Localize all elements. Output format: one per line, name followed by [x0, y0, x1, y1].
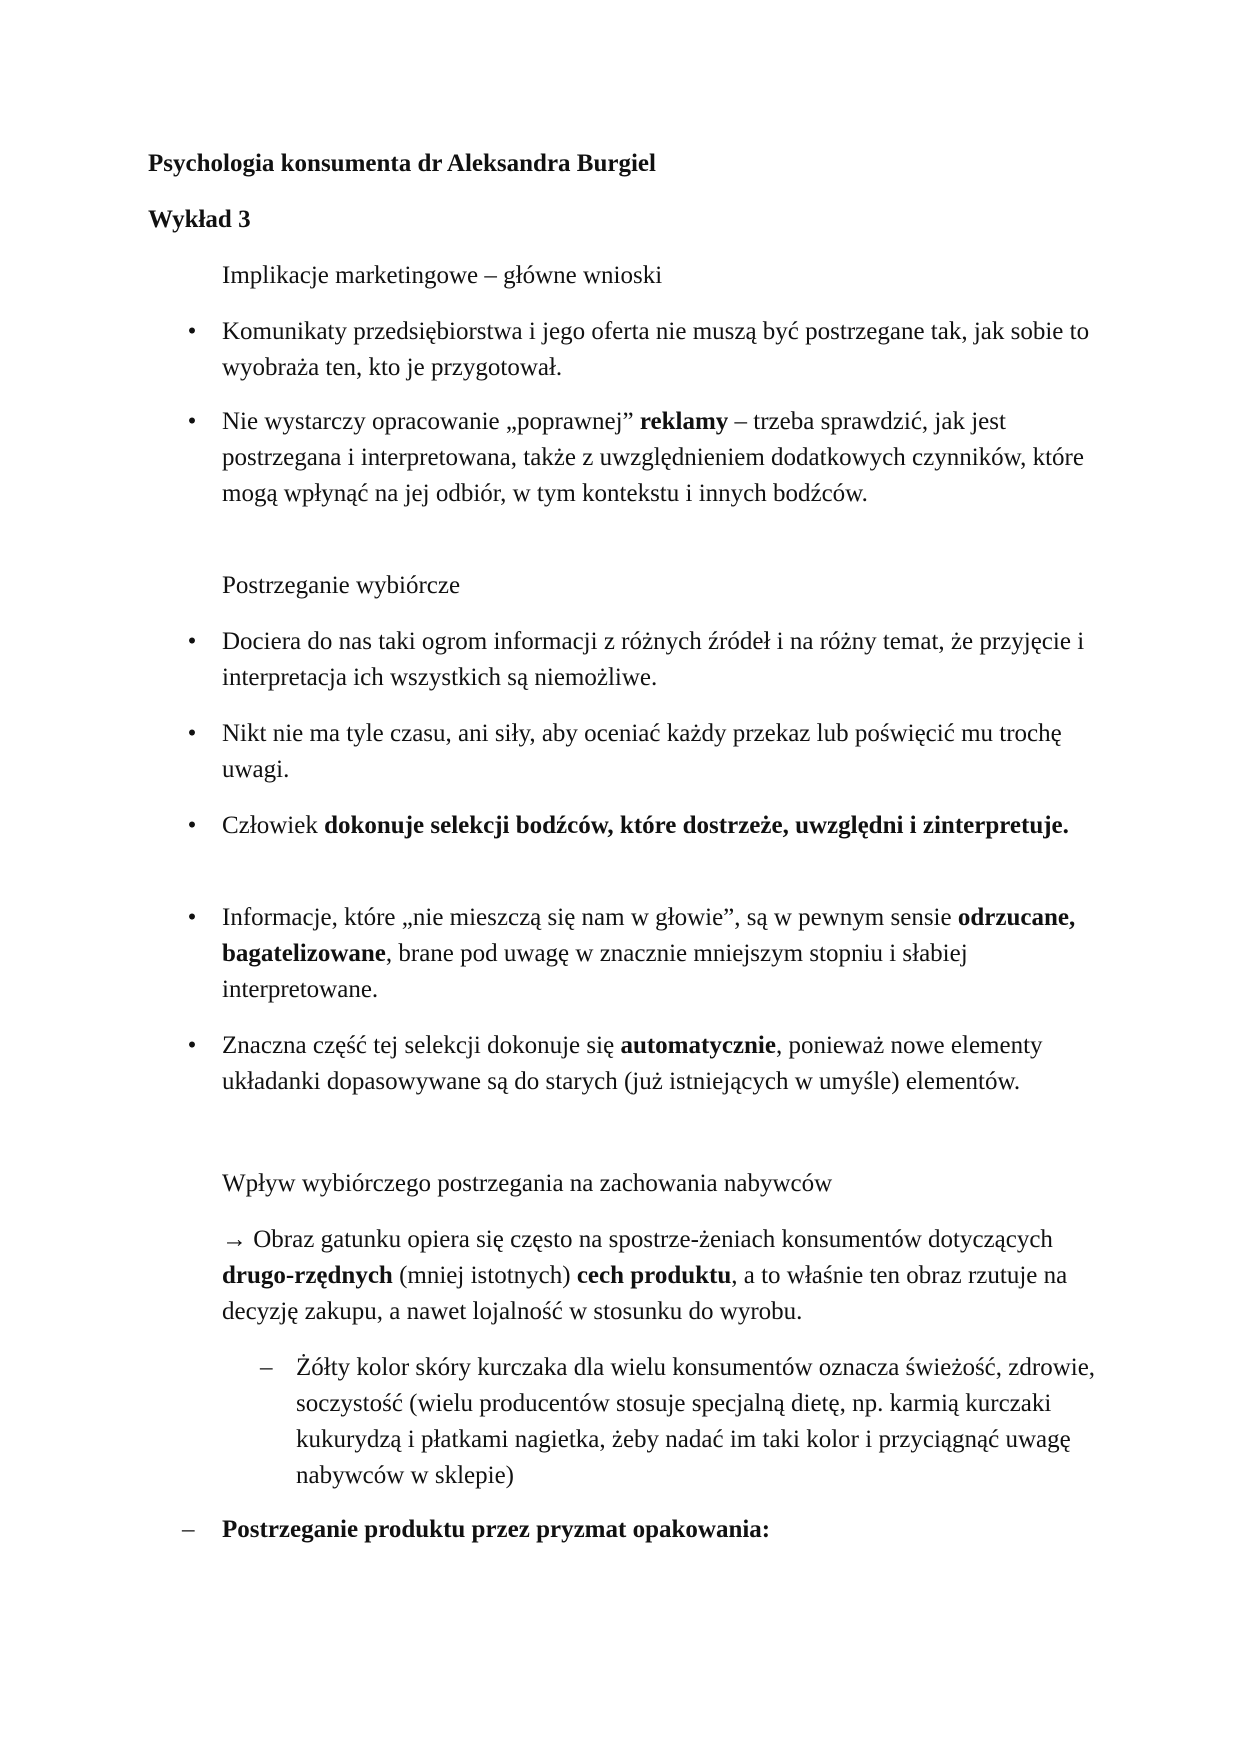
bullet-marker: •: [187, 318, 197, 345]
bullet-marker: •: [187, 720, 197, 747]
list-item-text: Znaczna część tej selekcji dokonuje się: [222, 1032, 621, 1059]
emphasis-text: reklamy: [639, 408, 729, 435]
packaging-heading: [182, 1512, 771, 1548]
bullet-marker: •: [187, 812, 197, 839]
dash-marker: –: [260, 1354, 273, 1381]
list-item-text: Nikt nie ma tyle czasu, ani siły, aby oceniać każdy przekaz lub poświęcić mu trochę uwagi.: [222, 720, 1062, 783]
bullet-marker: •: [187, 628, 197, 655]
list-item: [187, 900, 1092, 1008]
list-item: [187, 1028, 1092, 1100]
emphasis-text: dokonuje selekcji bodźców, które dostrzeże, uwzględni i zinterpretuje.: [324, 812, 1069, 839]
section-heading-selective-perception: Postrzeganie wybiórcze: [222, 572, 461, 599]
lecture-label: Wykład 3: [148, 206, 251, 233]
emphasis-text: automatycznie: [620, 1032, 776, 1059]
list-item: [187, 808, 1092, 844]
bullet-marker: •: [187, 1032, 197, 1059]
list-item-text: – trzeba sprawdzić, jak jest postrzegana i interpretowana, także z uwzględnieniem dodatkowych czynników, które mogą wpłynąć na jej odbiór, w tym kontekstu i innych bodźców.: [222, 408, 1084, 507]
arrow-right-icon: →: [222, 1226, 247, 1253]
emphasis-text: drugo-rzędnych: [222, 1262, 393, 1289]
dash-list-item: [260, 1350, 1096, 1494]
list-item-text: , ponieważ nowe elementy układanki dopasowywane są do starych (już istniejących w umyśle) elementów.: [222, 1032, 1043, 1095]
list-item: [187, 716, 1092, 788]
emphasis-text: cech produktu: [576, 1262, 732, 1289]
bullet-marker: •: [187, 904, 197, 931]
list-item-text: , brane pod uwagę w znacznie mniejszym stopniu i słabiej interpretowane.: [222, 940, 968, 1003]
emphasis-text: odrzucane, bagatelizowane: [222, 904, 1076, 967]
packaging-heading-text: Postrzeganie produktu przez pryzmat opakowania:: [222, 1516, 771, 1543]
document-title: Psychologia konsumenta dr Aleksandra Burgiel: [148, 150, 656, 177]
dash-marker: –: [182, 1516, 195, 1543]
list-item: [187, 624, 1092, 696]
arrow-paragraph: → Obraz gatunku opiera się często na spostrze-żeniach konsumentów dotyczących drugo-rzędnych (mniej istotnych) cech produktu, a to właśnie ten obraz rzutuje na decyzję zakupu, a nawet lojalność w stosunku do wyrobu.: [222, 1226, 1068, 1325]
list-item-text: Nie wystarczy opracowanie „poprawnej”: [222, 408, 640, 435]
list-item-text: Informacje, które „nie mieszczą się nam w głowie”, są w pewnym sensie: [222, 904, 958, 931]
section-heading-influence: Wpływ wybiórczego postrzegania na zachowania nabywców: [222, 1170, 833, 1197]
list-item-text: Dociera do nas taki ogrom informacji z różnych źródeł i na różny temat, że przyjęcie i interpretacja ich wszystkich są niemożliwe.: [222, 628, 1085, 691]
list-item-text: Żółty kolor skóry kurczaka dla wielu konsumentów oznacza świeżość, zdrowie, soczystość (wielu producentów stosuje specjalną dietę, np. karmią kurczaki kukurydzą i płatkami nagietka, żeby nadać im taki kolor i przyciągnąć uwagę nabywców w sklepie): [296, 1354, 1096, 1489]
list-item-text: Człowiek: [222, 812, 325, 839]
bullet-marker: •: [187, 408, 197, 435]
section-heading-implications: Implikacje marketingowe – główne wnioski: [222, 262, 663, 289]
list-item-text: Komunikaty przedsiębiorstwa i jego oferta nie muszą być postrzegane tak, jak sobie to wyobraża ten, kto je przygotował.: [222, 318, 1090, 381]
list-item: [187, 314, 1092, 386]
list-item: [187, 404, 1092, 512]
